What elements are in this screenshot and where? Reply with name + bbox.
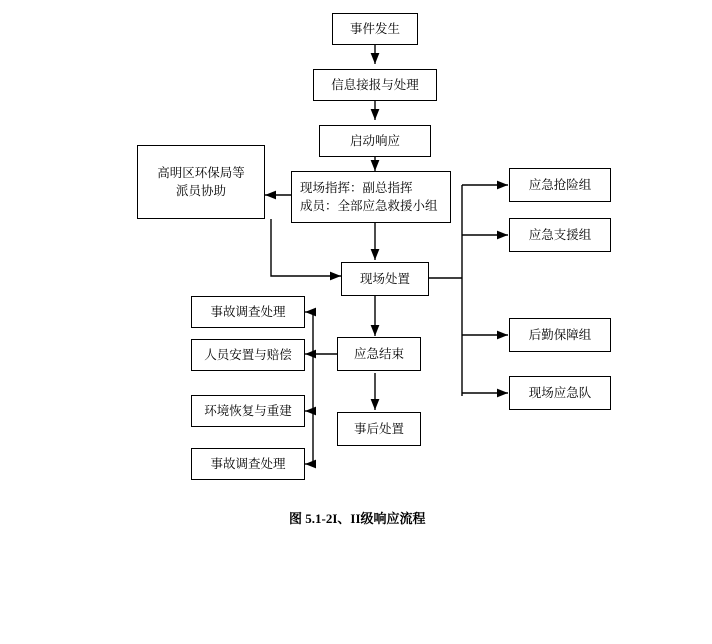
- node-label-secondary: 成员：全部应急救援小组: [300, 199, 438, 213]
- node-label: 环境恢复与重建: [204, 403, 292, 418]
- node-field-team: [509, 376, 611, 410]
- node-label-secondary: 派员协助: [175, 184, 226, 198]
- node-label: 事后处置: [353, 421, 404, 436]
- node-logistics-team: [509, 318, 611, 352]
- figure-caption: 图 5.1-2I、II级响应流程: [289, 511, 426, 526]
- node-label: 现场应急队: [528, 385, 592, 400]
- node-label: 高明区环保局等: [157, 165, 245, 180]
- node-label: 事故调查处理: [210, 304, 286, 319]
- node-label: 人员安置与赔偿: [204, 347, 292, 362]
- node-onsite-disposal: [341, 262, 429, 296]
- node-resettlement-compensation: [191, 339, 305, 371]
- node-accident-investigation-2: [191, 448, 305, 480]
- node-command: [291, 171, 451, 223]
- node-label: 事件发生: [349, 21, 400, 36]
- node-label: 应急结束: [353, 346, 404, 361]
- node-end-response: [337, 337, 421, 371]
- node-label: 后勤保障组: [528, 327, 592, 342]
- node-label: 应急抢险组: [528, 177, 592, 192]
- node-label: 应急支援组: [528, 227, 592, 242]
- node-aftermath: [337, 412, 421, 446]
- node-rescue-team: [509, 168, 611, 202]
- node-support-team: [509, 218, 611, 252]
- node-accident-investigation-1: [191, 296, 305, 328]
- node-label: 信息接报与处理: [331, 77, 419, 92]
- node-epb-support: [137, 145, 265, 219]
- node-activate: [319, 125, 431, 157]
- node-label: 现场指挥：副总指挥: [300, 180, 413, 195]
- node-incident: [332, 13, 418, 45]
- node-environment-restoration: [191, 395, 305, 427]
- node-report: [313, 69, 437, 101]
- node-label: 启动响应: [349, 133, 400, 148]
- node-label: 现场处置: [359, 271, 410, 286]
- node-label: 事故调查处理: [210, 456, 286, 471]
